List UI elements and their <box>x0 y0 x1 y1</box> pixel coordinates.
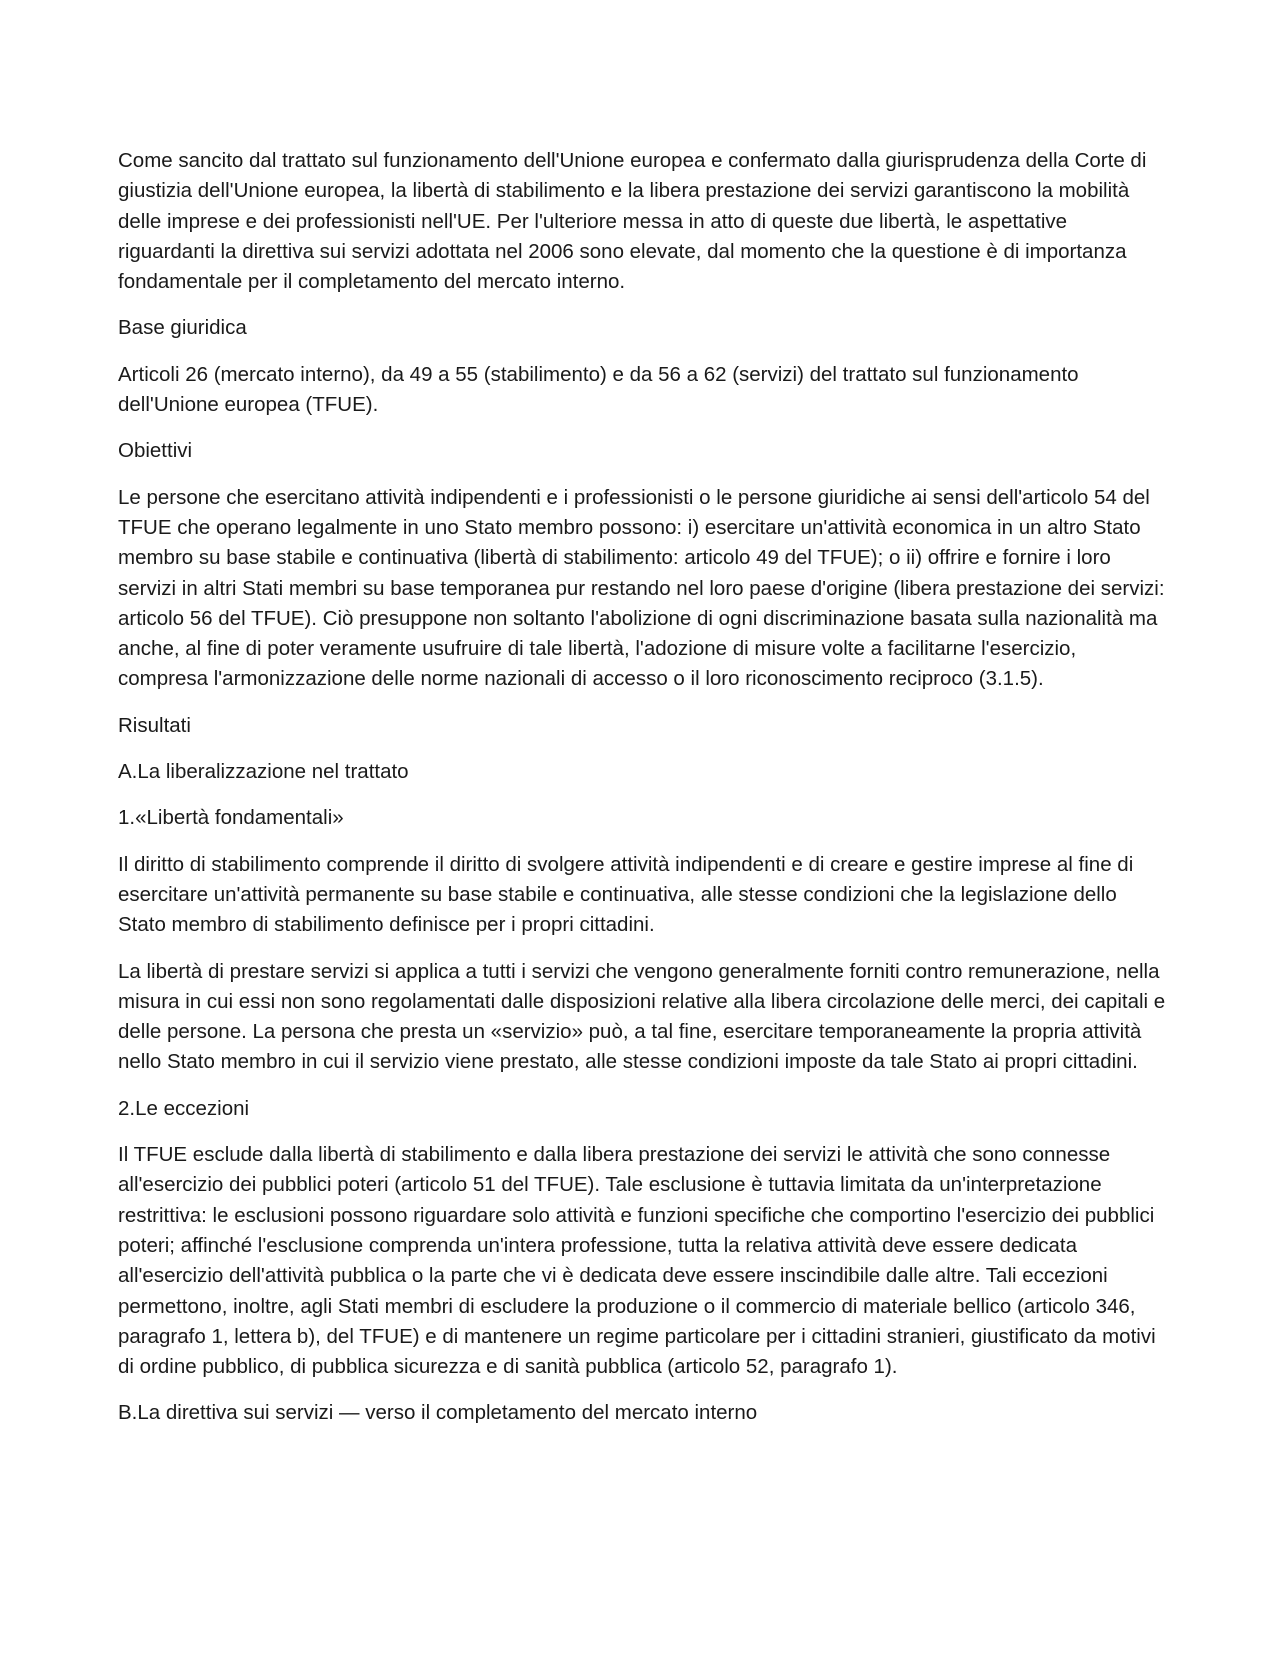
exceptions-paragraph: Il TFUE esclude dalla libertà di stabilimento e dalla libera prestazione dei servizi le attività che sono connesse all'esercizio dei pubblici poteri (articolo 51 del TFUE). Tale esclusione è tuttavia limitata da un'interpretazione restrittiva: le esclusioni possono riguardare solo attività e funzioni specifiche che comportino l'esercizio dei pubblici poteri; affinché l'esclusione comprenda un'intera professione, tutta la relativa attività deve essere dedicata all'esercizio dell'attività pubblica o la parte che vi è dedicata deve essere inscindibile dalle altre. Tali eccezioni permettono, inoltre, agli Stati membri di escludere la produzione o il commercio di materiale bellico (articolo 346, paragrafo 1, lettera b), del TFUE) e di mantenere un regime particolare per i cittadini stranieri, giustificato da motivi di ordine pubblico, di pubblica sicurezza e di sanità pubblica (articolo 52, paragrafo 1). <box>118 1143 1156 1379</box>
heading-subsection-1: 1.«Libertà fondamentali» <box>118 806 344 830</box>
services-paragraph: La libertà di prestare servizi si applica a tutti i servizi che vengono generalmente forniti contro remunerazione, nella misura in cui essi non sono regolamentati dalle disposizioni relative alla libera circolazione delle merci, dei capitali e delle persone. La persona che presta un «servizio» può, a tal fine, esercitare temporaneamente la propria attività nello Stato membro in cui il servizio viene prestato, alle stesse condizioni imposte da tale Stato ai propri cittadini. <box>118 959 1166 1074</box>
heading-obiettivi: Obiettivi <box>118 439 193 463</box>
intro-paragraph: Come sancito dal trattato sul funzionamento dell'Unione europea e confermato dalla giurisprudenza della Corte di giustizia dell'Unione europea, la libertà di stabilimento e la libera prestazione dei servizi garantiscono la mobilità delle imprese e dei professionisti nell'UE. Per l'ulteriore messa in atto di queste due libertà, le aspettative riguardanti la direttiva sui servizi adottata nel 2006 sono elevate, dal momento che la questione è di importanza fondamentale per il completamento del mercato interno. <box>118 149 1147 294</box>
objectives-paragraph: Le persone che esercitano attività indipendenti e i professionisti o le persone giuridiche ai sensi dell'articolo 54 del TFUE che operano legalmente in uno Stato membro possono: i) esercitare un'attività economica in un altro Stato membro su base stabile e continuativa (libertà di stabilimento: articolo 49 del TFUE); o ii) offrire e fornire i loro servizi in altri Stati membri su base temporanea pur restando nel loro paese d'origine (libera prestazione dei servizi: articolo 56 del TFUE). Ciò presuppone non soltanto l'abolizione di ogni discriminazione basata sulla nazionalità ma anche, al fine di poter veramente usufruire di tale libertà, l'adozione di misure volte a facilitarne l'esercizio, compresa l'armonizzazione delle norme nazionali di accesso o il loro riconoscimento reciproco (3.1.5). <box>118 485 1165 691</box>
heading-section-b: B.La direttiva sui servizi — verso il completamento del mercato interno <box>118 1401 758 1425</box>
document-body <box>118 146 1168 1445</box>
establishment-paragraph: Il diritto di stabilimento comprende il diritto di svolgere attività indipendenti e di creare e gestire imprese al fine di esercitare un'attività permanente su base stabile e continuativa, alle stesse condizioni che la legislazione dello Stato membro di stabilimento definisce per i propri cittadini. <box>118 852 1134 937</box>
heading-base-giuridica: Base giuridica <box>118 316 247 340</box>
heading-subsection-2: 2.Le eccezioni <box>118 1096 250 1120</box>
heading-section-a: A.La liberalizzazione nel trattato <box>118 760 409 784</box>
legal-basis-paragraph: Articoli 26 (mercato interno), da 49 a 55 (stabilimento) e da 56 a 62 (servizi) del trattato sul funzionamento dell'Unione europea (TFUE). <box>118 362 1079 417</box>
heading-risultati: Risultati <box>118 713 191 737</box>
